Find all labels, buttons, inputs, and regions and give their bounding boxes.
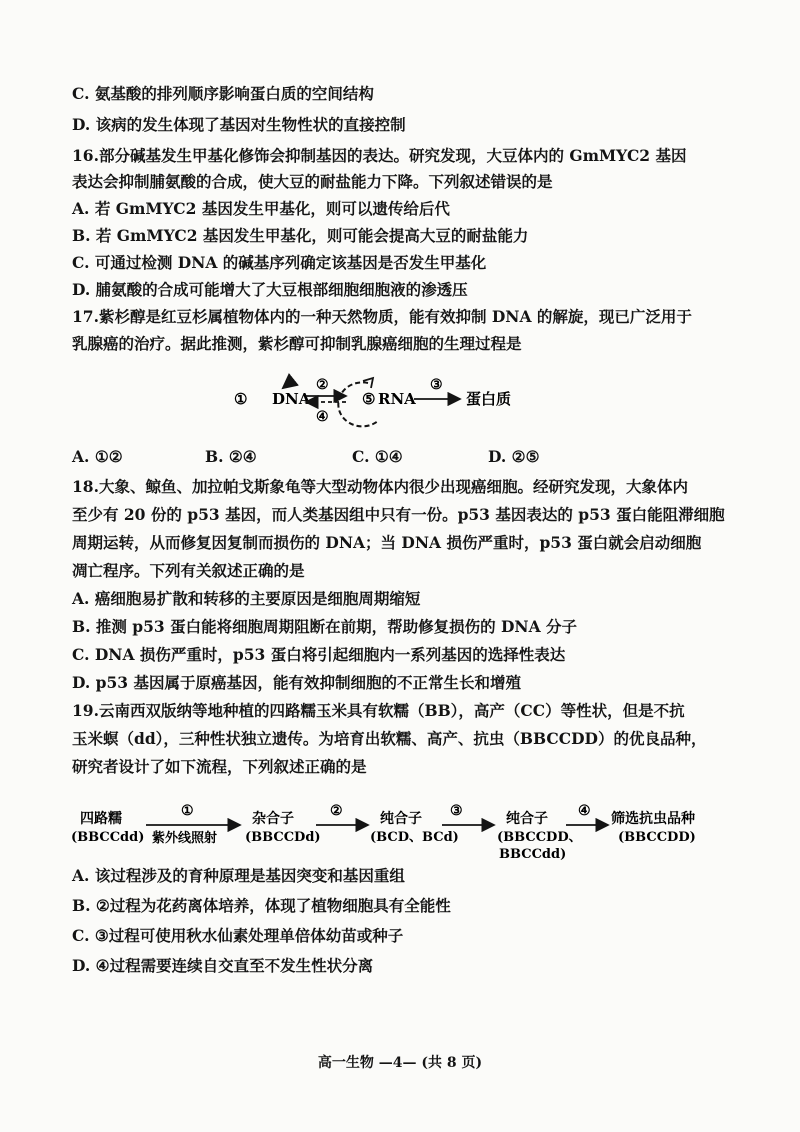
diagram-protein: 蛋白质 xyxy=(466,390,512,408)
q19-option-d: D. ④过程需要连续自交直至不发生性状分离 xyxy=(72,956,374,975)
replication-arrow xyxy=(283,384,288,388)
flow-arrow2-number: ② xyxy=(330,803,343,819)
q18-stem-line1: 18.大象、鲸鱼、加拉帕戈斯象龟等大型动物体内很少出现癌细胞。经研究发现，大象体内 xyxy=(72,477,688,496)
q19-option-c: C. ③过程可使用秋水仙素处理单倍体幼苗或种子 xyxy=(72,926,404,945)
diagram-dna: DNA xyxy=(272,390,311,408)
flow-node2-genotype: (BBCCDd) xyxy=(245,830,321,845)
q16-option-c: C. 可通过检测 DNA 的碱基序列确定该基因是否发生甲基化 xyxy=(72,253,487,272)
q19-stem-line3: 研究者设计了如下流程，下列叙述正确的是 xyxy=(72,757,367,776)
flow-node2-title: 杂合子 xyxy=(252,811,294,827)
central-dogma-diagram xyxy=(0,0,800,445)
q17-stem-line1: 17.紫杉醇是红豆杉属植物体内的一种天然物质，能有效抑制 DNA 的解旋，现已广泛用于 xyxy=(72,307,692,326)
q16-option-b: B. 若 GmMYC2 基因发生甲基化，则可能会提高大豆的耐盐能力 xyxy=(72,226,529,245)
q16-stem-line2: 表达会抑制脯氨酸的合成，使大豆的耐盐能力下降。下列叙述错误的是 xyxy=(72,172,553,191)
flow-node1-genotype: (BBCCdd) xyxy=(71,830,145,845)
diagram-label-1: ① xyxy=(234,390,248,408)
q16-option-a: A. 若 GmMYC2 基因发生甲基化，则可以遗传给后代 xyxy=(72,199,450,218)
flow-arrow4-number: ④ xyxy=(578,803,591,819)
q19-stem-line1: 19.云南西双版纳等地种植的四路糯玉米具有软糯（BB），高产（CC）等性状，但是不抗 xyxy=(72,701,685,720)
q19-option-a: A. 该过程涉及的育种原理是基因突变和基因重组 xyxy=(72,866,405,885)
flow-arrow1-number: ① xyxy=(181,803,194,819)
diagram-rna: RNA xyxy=(378,390,416,408)
flow-node3-title: 纯合子 xyxy=(380,811,422,827)
q18-option-a: A. 癌细胞易扩散和转移的主要原因是细胞周期缩短 xyxy=(72,589,421,608)
q19-option-b: B. ②过程为花药离体培养，体现了植物细胞具有全能性 xyxy=(72,896,451,915)
flow-node5-genotype: (BBCCDD) xyxy=(618,830,696,845)
flow-arrow1-label: 紫外线照射 xyxy=(152,831,218,846)
q18-option-d: D. p53 基因属于原癌基因，能有效抑制细胞的不正常生长和增殖 xyxy=(72,673,521,692)
q18-option-b: B. 推测 p53 蛋白能将细胞周期阻断在前期，帮助修复损伤的 DNA 分子 xyxy=(72,617,578,636)
q18-option-c: C. DNA 损伤严重时，p53 蛋白将引起细胞内一系列基因的选择性表达 xyxy=(72,645,566,664)
q16-option-d: D. 脯氨酸的合成可能增大了大豆根部细胞细胞液的渗透压 xyxy=(72,280,468,299)
q18-stem-line3: 周期运转，从而修复因复制而损伤的 DNA；当 DNA 损伤严重时，p53 蛋白就会启动细胞 xyxy=(72,533,702,552)
diagram-label-3: ③ xyxy=(430,377,443,393)
q18-stem-line2: 至少有 20 份的 p53 基因，而人类基因组中只有一份。p53 基因表达的 p53 蛋白能阻滞细胞 xyxy=(72,505,725,524)
q18-stem-line4: 凋亡程序。下列有关叙述正确的是 xyxy=(72,561,305,580)
diagram-label-2: ② xyxy=(316,377,329,393)
q17-stem-line2: 乳腺癌的治疗。据此推测，紫杉醇可抑制乳腺癌细胞的生理过程是 xyxy=(72,334,522,353)
flow-node4-title: 纯合子 xyxy=(506,811,548,827)
flow-arrow3-number: ③ xyxy=(450,803,463,819)
q17-option-b: B. ②④ xyxy=(205,447,257,466)
page-footer: 高一生物 —4— (共 8 页) xyxy=(317,1055,483,1071)
q15-option-c: C. 氨基酸的排列顺序影响蛋白质的空间结构 xyxy=(72,84,374,103)
diagram-label-4: ④ xyxy=(316,409,329,425)
q17-option-a: A. ①② xyxy=(72,447,123,466)
breeding-flowchart xyxy=(0,795,800,865)
q19-stem-line2: 玉米螟（dd），三种性状独立遗传。为培育出软糯、高产、抗虫（BBCCDD）的优良品种， xyxy=(72,729,707,748)
q17-option-d: D. ②⑤ xyxy=(488,447,540,466)
flow-node1-title: 四路糯 xyxy=(80,811,122,827)
q17-options xyxy=(72,447,592,469)
flow-node4-genotype-line2: BBCCdd) xyxy=(499,847,567,862)
q16-stem-line1: 16.部分碱基发生甲基化修饰会抑制基因的表达。研究发现，大豆体内的 GmMYC2 基因 xyxy=(72,146,687,165)
flow-node3-genotype: (BCD、BCd) xyxy=(370,830,459,845)
q15-option-d: D. 该病的发生体现了基因对生物性状的直接控制 xyxy=(72,115,406,134)
q17-option-c: C. ①④ xyxy=(352,447,403,466)
diagram-label-5: ⑤ xyxy=(362,390,376,408)
flow-node4-genotype-line1: (BBCCDD、 xyxy=(497,830,582,845)
flow-node5-title: 筛选抗虫品种 xyxy=(611,811,695,827)
